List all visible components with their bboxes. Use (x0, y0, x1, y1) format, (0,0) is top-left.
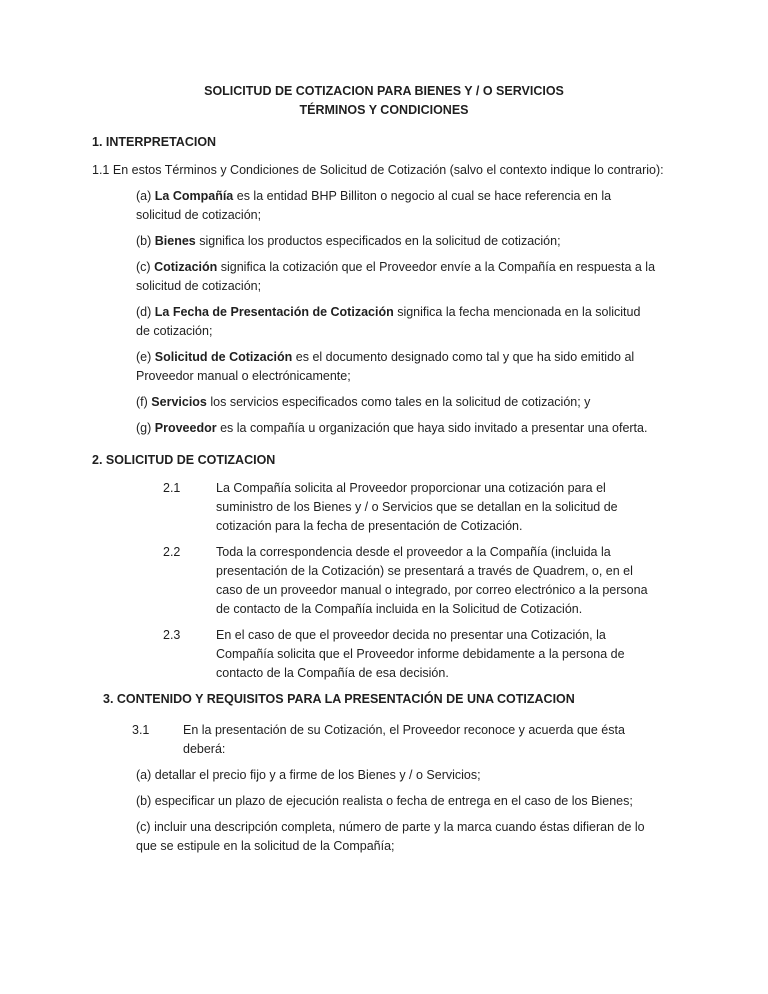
definition-term: Servicios (151, 395, 207, 409)
definition-text: los servicios especificados como tales en la solicitud de cotización; y (210, 395, 591, 409)
clause-2-2 (163, 543, 676, 619)
definition-label: (d) (136, 305, 152, 319)
requirement-text: detallar el precio fijo y a firme de los Bienes y / o Servicios; (154, 768, 481, 782)
definition-item-c (136, 258, 656, 296)
definition-label: (f) (136, 395, 148, 409)
requirements-list (136, 766, 656, 856)
definitions-list (136, 187, 656, 438)
document-title-line1: SOLICITUD DE COTIZACION PARA BIENES Y / O SERVICIOS (204, 84, 564, 98)
definition-label: (g) (136, 421, 152, 435)
clause-1-1-number: 1.1 (92, 163, 110, 177)
requirement-label: (b) (136, 794, 152, 808)
definition-term: Solicitud de Cotización (154, 350, 293, 364)
requirement-item-c (136, 818, 656, 856)
definition-label: (a) (136, 189, 152, 203)
definition-text: significa la fecha mencionada en la solicitud de cotización; (136, 305, 641, 338)
definition-label: (e) (136, 350, 152, 364)
section-1-heading: 1. INTERPRETACION (92, 135, 217, 149)
clause-2-1-text: La Compañía solicita al Proveedor proporcionar una cotización para el suministro de los Bienes y / o Servicios que se detallan en la solicitud de cotización para la fecha de presentación de Cotización. (216, 481, 618, 533)
definition-text: es la entidad BHP Billiton o negocio al cual se hace referencia en la solicitud de cotización; (136, 189, 612, 222)
clause-2-3-text: En el caso de que el proveedor decida no presentar una Cotización, la Compañía solicita que el Proveedor informe debidamente a la persona de contacto de la Compañía de esa decisión. (216, 628, 625, 680)
definition-term: Proveedor (154, 421, 217, 435)
clause-3-1-number: 3.1 (132, 723, 150, 737)
requirement-label: (a) (136, 768, 152, 782)
definition-term: La Fecha de Presentación de Cotización (154, 305, 394, 319)
clause-3-1 (132, 721, 676, 759)
clause-2-3 (163, 626, 676, 683)
requirement-item-b (136, 792, 656, 811)
document-title (92, 82, 676, 120)
definition-text: es el documento designado como tal y que ha sido emitido al Proveedor manual o electrónicamente; (136, 350, 635, 383)
clause-2-2-text: Toda la correspondencia desde el proveedor a la Compañía (incluida la presentación de la Cotización) se presentará a través de Quadrem, o, en el caso de un proveedor manual o integrado, por correo electrónico a la persona de contacto de la Compañía incluida en la Solicitud de Cotización. (216, 545, 648, 616)
requirement-text: incluir una descripción completa, número de parte y la marca cuando éstas difieran de lo que se estipule en la solicitud de la Compañía; (136, 820, 645, 853)
document-title-line2: TÉRMINOS Y CONDICIONES (299, 103, 469, 117)
requirement-label: (c) (136, 820, 151, 834)
clause-1-1 (92, 161, 676, 180)
requirement-text: especificar un plazo de ejecución realista o fecha de entrega en el caso de los Bienes; (154, 794, 633, 808)
definition-item-a (136, 187, 656, 225)
definition-item-g (136, 419, 656, 438)
definition-term: La Compañía (154, 189, 234, 203)
definition-item-f (136, 393, 656, 412)
clause-1-1-text: En estos Términos y Condiciones de Solicitud de Cotización (salvo el contexto indique lo contrario): (112, 163, 664, 177)
clause-2-1-number: 2.1 (163, 481, 181, 495)
definition-term: Cotización (154, 260, 218, 274)
definition-item-d (136, 303, 656, 341)
definition-text: es la compañía u organización que haya sido invitado a presentar una oferta. (220, 421, 648, 435)
requirement-item-a (136, 766, 656, 785)
definition-term: Bienes (154, 234, 196, 248)
definition-text: significa la cotización que el Proveedor envíe a la Compañía en respuesta a la solicitud de cotización; (136, 260, 656, 293)
clause-2-1 (163, 479, 676, 536)
definition-item-b (136, 232, 656, 251)
definition-item-e (136, 348, 656, 386)
definition-text: significa los productos especificados en la solicitud de cotización; (199, 234, 561, 248)
clause-3-1-text: En la presentación de su Cotización, el Proveedor reconoce y acuerda que ésta deberá: (183, 723, 625, 756)
section-3-heading: 3. CONTENIDO Y REQUISITOS PARA LA PRESENTACIÓN DE UNA COTIZACION (103, 692, 575, 706)
definition-label: (b) (136, 234, 152, 248)
clause-2-3-number: 2.3 (163, 628, 181, 642)
definition-label: (c) (136, 260, 151, 274)
section-2-heading: 2. SOLICITUD DE COTIZACION (92, 453, 276, 467)
clause-2-2-number: 2.2 (163, 545, 181, 559)
